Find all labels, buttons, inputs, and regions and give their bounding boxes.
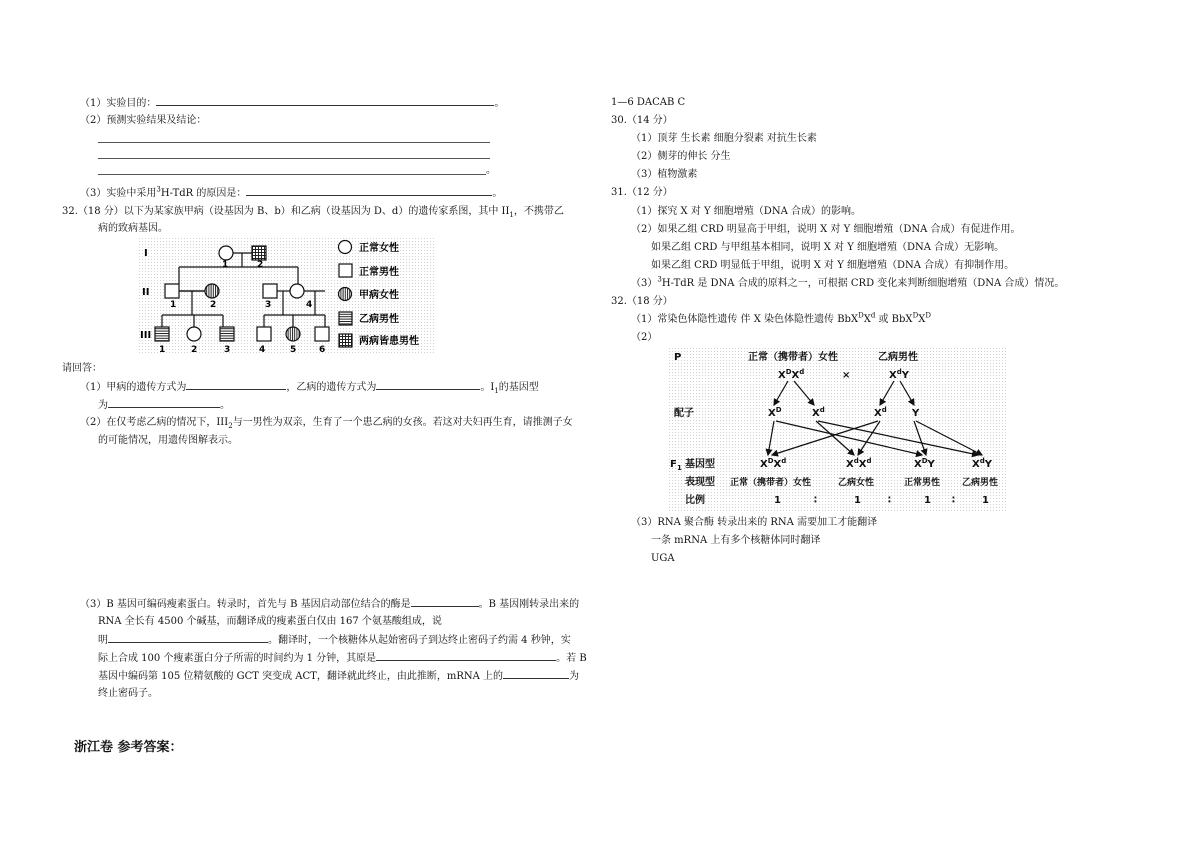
part2-line: （2）在仅考虑乙病的情况下，$III_2$与一男性为双亲，生育了一个患乙病的女孩。若这对夫妇再生育，请推测子女 [80, 417, 573, 430]
svg-text:1: 1 [854, 495, 861, 506]
svg-text:XDXd: $X^DX^d$ [760, 457, 787, 470]
answer-blank[interactable] [108, 633, 268, 643]
svg-text:3: 3 [224, 345, 231, 355]
svg-text:XDXd: $X^DX^d$ [778, 368, 805, 381]
answer-blank[interactable] [246, 186, 492, 196]
generation-label: I [144, 248, 148, 259]
answer-blank[interactable] [503, 669, 569, 679]
answer-blank[interactable] [108, 398, 220, 408]
svg-text:配子: 配子 [674, 408, 694, 419]
svg-text:2: 2 [191, 345, 198, 355]
svg-text:4: 4 [306, 300, 313, 310]
svg-text:4: 4 [259, 345, 266, 355]
disease-b-male-icon [220, 327, 234, 341]
generation-label: II [142, 287, 150, 298]
svg-text:正常（携带者）女性: 正常（携带者）女性 [748, 352, 838, 363]
svg-text:正常男性: 正常男性 [359, 267, 399, 278]
normal-male-icon [257, 327, 271, 341]
svg-text:1: 1 [170, 300, 177, 310]
both-diseases-male-icon [252, 246, 266, 260]
svg-text:正常女性: 正常女性 [359, 243, 399, 254]
svg-text:∶: ∶ [952, 495, 955, 506]
svg-text:6: 6 [319, 345, 326, 355]
q32-heading: 32.（18 分）以下为某家族甲病（设基因为 B、b）和乙病（设基因为 D、d）的遗传家系图，其中 $II_1$，不携带乙 [62, 206, 564, 219]
svg-text:表现型: 表现型 [685, 477, 715, 488]
answer-blank[interactable] [376, 651, 556, 661]
svg-text:XdY: $X^dY$ [889, 368, 909, 381]
svg-text:乙病女性: 乙病女性 [838, 478, 875, 488]
svg-text:XDY: $X^DY$ [914, 457, 935, 470]
q3-line: （3）实验中采用$^3$H-TdR 的原因是： 。 [80, 185, 503, 199]
normal-female-icon [219, 246, 233, 260]
svg-text:3: 3 [265, 300, 272, 310]
normal-female-icon [187, 327, 201, 341]
svg-text:2: 2 [257, 260, 264, 270]
svg-text:Xd: $X^d$ [812, 406, 825, 419]
normal-female-icon [290, 284, 304, 298]
normal-male-icon [315, 327, 329, 341]
svg-text:甲病女性: 甲病女性 [359, 290, 399, 301]
svg-text:XdY: $X^dY$ [972, 457, 992, 470]
svg-text:1: 1 [924, 495, 931, 506]
svg-text:P: P [674, 352, 682, 363]
answer-blank[interactable] [411, 597, 479, 607]
svg-text:基因型: 基因型 [685, 459, 715, 470]
svg-text:Xd: $X^d$ [874, 406, 887, 419]
svg-text:正常男性: 正常男性 [904, 478, 941, 488]
svg-text:乙病男性: 乙病男性 [359, 314, 399, 325]
part3-line1: （3）B 基因可编码瘦素蛋白。转录时，首先与 B 基因启动部位结合的酶是 。B 基因刚转录出来的 [80, 599, 580, 610]
svg-text:XD: $X^D$ [768, 406, 782, 419]
q1-line: （1）实验目的： 。 [80, 98, 505, 109]
svg-text:5: 5 [290, 345, 297, 355]
svg-text:2: 2 [210, 300, 217, 310]
svg-text:乙病男性: 乙病男性 [878, 352, 918, 363]
normal-male-icon [263, 284, 277, 298]
pedigree-chart [138, 237, 436, 355]
svg-text:∶: ∶ [814, 495, 817, 506]
svg-text:1: 1 [774, 495, 781, 506]
answer-rule[interactable] [98, 142, 490, 143]
q2-line: （2）预测实验结果及结论： [80, 115, 207, 126]
normal-male-icon [165, 284, 179, 298]
svg-text:Y: Y [912, 408, 920, 419]
svg-text:1: 1 [677, 464, 682, 472]
svg-text:F: F [670, 459, 677, 470]
genetic-cross-diagram [668, 347, 1008, 511]
svg-text:∶: ∶ [888, 495, 891, 506]
answer-key-heading: 浙江卷 参考答案： [74, 740, 183, 755]
answer-blank[interactable] [376, 380, 480, 390]
part1-line: （1）甲病的遗传方式为 ，乙病的遗传方式为 。$I_1$的基因型 [80, 382, 539, 395]
svg-text:正常（携带者）女性: 正常（携带者）女性 [730, 478, 812, 488]
svg-text:1: 1 [222, 260, 229, 270]
svg-text:1: 1 [159, 345, 166, 355]
disease-a-female-icon [286, 327, 300, 341]
disease-a-female-icon [205, 284, 219, 298]
svg-text:两病皆患男性: 两病皆患男性 [359, 336, 419, 347]
svg-text:1: 1 [982, 495, 989, 506]
svg-text:XdXd: $X^dX^d$ [846, 457, 872, 470]
svg-text:乙病男性: 乙病男性 [962, 478, 999, 488]
answer-rule[interactable] [98, 174, 486, 175]
answer-blank[interactable] [156, 96, 494, 106]
svg-text:比例: 比例 [685, 495, 705, 506]
disease-b-male-icon [155, 327, 169, 341]
svg-text:×: × [842, 370, 851, 381]
answer-blank[interactable] [186, 380, 286, 390]
answer-rule[interactable] [98, 158, 490, 159]
generation-label: III [140, 330, 152, 341]
